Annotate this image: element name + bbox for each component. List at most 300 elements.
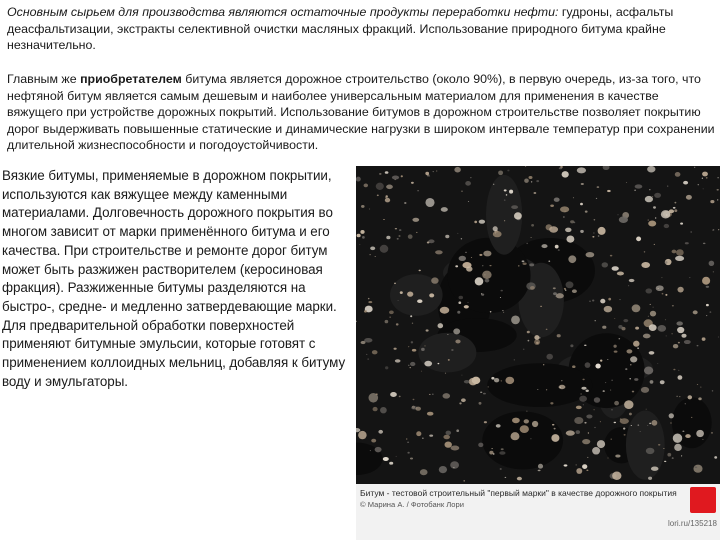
aggregate-stone bbox=[498, 170, 503, 175]
aggregate-stone bbox=[676, 321, 683, 325]
aggregate-stone bbox=[446, 431, 452, 435]
aggregate-stone bbox=[628, 285, 629, 286]
aggregate-stone bbox=[600, 421, 601, 422]
aggregate-stone bbox=[383, 457, 389, 461]
aggregate-stone bbox=[461, 375, 462, 376]
aggregate-stone bbox=[451, 349, 453, 351]
aggregate-stone bbox=[540, 306, 542, 307]
aggregate-stone bbox=[564, 288, 566, 290]
aggregate-stone bbox=[548, 260, 550, 261]
aggregate-stone bbox=[594, 219, 596, 220]
aggregate-stone bbox=[644, 251, 645, 252]
aggregate-stone bbox=[401, 175, 403, 177]
aggregate-stone bbox=[620, 418, 629, 424]
aggregate-stone bbox=[665, 261, 668, 264]
aggregate-stone bbox=[465, 181, 471, 186]
aggregate-stone bbox=[623, 319, 628, 322]
aggregate-stone bbox=[654, 193, 661, 198]
asphalt-patch bbox=[482, 411, 563, 469]
aggregate-stone bbox=[702, 172, 708, 177]
aggregate-stone bbox=[531, 224, 534, 227]
aggregate-stone bbox=[459, 402, 461, 404]
aggregate-stone bbox=[509, 190, 513, 194]
aggregate-stone bbox=[425, 172, 429, 175]
aggregate-stone bbox=[630, 364, 631, 365]
aggregate-stone bbox=[592, 236, 594, 238]
aggregate-stone bbox=[377, 194, 379, 196]
aggregate-stone bbox=[424, 361, 432, 367]
aggregate-stone bbox=[572, 365, 575, 368]
aggregate-stone bbox=[618, 325, 622, 329]
aggregate-stone bbox=[386, 236, 390, 240]
aggregate-stone bbox=[702, 439, 703, 440]
aggregate-stone bbox=[356, 177, 361, 182]
aggregate-stone bbox=[574, 417, 583, 424]
aggregate-stone bbox=[611, 439, 612, 440]
aggregate-stone bbox=[650, 311, 656, 317]
aggregate-stone bbox=[517, 477, 522, 481]
aggregate-stone bbox=[698, 184, 700, 185]
aggregate-stone bbox=[650, 304, 651, 305]
aggregate-stone bbox=[389, 462, 393, 465]
aggregate-stone bbox=[597, 186, 600, 188]
aggregate-stone bbox=[464, 305, 469, 308]
aggregate-stone bbox=[511, 205, 518, 209]
aggregate-stone bbox=[593, 409, 594, 410]
aggregate-stone bbox=[717, 177, 718, 178]
aggregate-stone bbox=[541, 244, 547, 248]
aggregate-stone bbox=[511, 432, 520, 440]
aggregate-stone bbox=[554, 198, 560, 202]
aggregate-stone bbox=[624, 400, 633, 409]
aggregate-stone bbox=[617, 272, 624, 276]
aggregate-stone bbox=[649, 324, 657, 331]
aggregate-stone bbox=[530, 286, 535, 290]
aggregate-stone bbox=[558, 249, 560, 250]
aggregate-stone bbox=[602, 326, 606, 329]
aggregate-stone bbox=[666, 335, 667, 336]
aggregate-stone bbox=[415, 407, 421, 411]
aggregate-stone bbox=[673, 369, 675, 371]
aggregate-stone bbox=[466, 266, 472, 271]
aggregate-stone bbox=[607, 457, 608, 458]
aggregate-stone bbox=[598, 227, 606, 235]
aggregate-stone bbox=[412, 218, 419, 222]
aggregate-stone bbox=[463, 480, 465, 481]
aggregate-stone bbox=[598, 235, 600, 236]
aggregate-stone bbox=[593, 233, 594, 234]
aggregate-stone bbox=[429, 434, 433, 436]
aggregate-stone bbox=[514, 212, 522, 219]
aggregate-stone bbox=[632, 304, 641, 312]
aggregate-stone bbox=[386, 185, 393, 190]
aggregate-stone bbox=[504, 220, 505, 221]
aggregate-stone bbox=[614, 351, 618, 353]
aggregate-stone bbox=[611, 409, 613, 410]
aggregate-stone bbox=[640, 431, 641, 432]
aggregate-stone bbox=[406, 438, 407, 439]
aggregate-stone bbox=[427, 412, 434, 416]
aggregate-stone bbox=[412, 349, 416, 352]
aggregate-stone bbox=[364, 184, 368, 188]
aggregate-stone bbox=[607, 359, 608, 360]
aggregate-stone bbox=[686, 195, 692, 200]
aggregate-stone bbox=[576, 406, 582, 410]
aggregate-stone bbox=[700, 387, 701, 388]
aggregate-stone bbox=[713, 271, 714, 272]
aggregate-stone bbox=[626, 349, 632, 353]
aggregate-stone bbox=[502, 310, 503, 311]
aggregate-stone bbox=[717, 189, 719, 191]
aggregate-stone bbox=[552, 424, 555, 426]
aggregate-stone bbox=[559, 385, 566, 389]
buyers-bold: приобретателем bbox=[80, 72, 182, 86]
aggregate-stone bbox=[697, 345, 699, 347]
aggregate-stone bbox=[714, 456, 717, 459]
aggregate-stone bbox=[550, 402, 553, 404]
aggregate-stone bbox=[448, 359, 450, 361]
aggregate-stone bbox=[412, 323, 413, 324]
aggregate-stone bbox=[667, 186, 668, 187]
aggregate-stone bbox=[361, 341, 366, 344]
aggregate-stone bbox=[685, 403, 686, 404]
aggregate-stone bbox=[411, 182, 414, 184]
aggregate-stone bbox=[718, 337, 719, 338]
aggregate-stone bbox=[671, 333, 672, 334]
aggregate-stone bbox=[380, 407, 387, 413]
aggregate-stone bbox=[429, 394, 431, 395]
photobank-logo-icon bbox=[690, 487, 716, 513]
aggregate-stone bbox=[396, 456, 397, 457]
aggregate-stone bbox=[557, 334, 561, 337]
aggregate-stone bbox=[564, 464, 568, 466]
aggregate-stone bbox=[630, 356, 637, 362]
aggregate-stone bbox=[501, 448, 504, 450]
aggregate-stone bbox=[646, 409, 647, 410]
aggregate-stone bbox=[445, 373, 446, 374]
aggregate-stone bbox=[424, 345, 425, 346]
aggregate-stone bbox=[551, 434, 559, 442]
aggregate-stone bbox=[641, 387, 649, 393]
aggregate-stone bbox=[674, 202, 676, 204]
aggregate-stone bbox=[426, 329, 429, 331]
aggregate-stone bbox=[528, 340, 530, 342]
aggregate-stone bbox=[419, 270, 421, 272]
aggregate-stone bbox=[522, 263, 526, 265]
aggregate-stone bbox=[359, 244, 360, 245]
aggregate-stone bbox=[407, 441, 409, 443]
aggregate-stone bbox=[407, 452, 409, 454]
aggregate-stone bbox=[602, 262, 608, 267]
aggregate-stone bbox=[677, 287, 683, 293]
aggregate-stone bbox=[563, 217, 564, 218]
photobank-watermark-id: lori.ru/135218 bbox=[668, 519, 717, 528]
aggregate-stone bbox=[660, 380, 665, 384]
aggregate-stone bbox=[522, 260, 525, 262]
buyers-after: битума является дорожное строительство (около 90%), в первую очередь, из-за того, что нефтяной битум является самым дешевым и наиболее универсальным материалом для применения в качестве вяжущего при устройстве дорожных покрытий. Использование битумов в дорожном строительстве позволяет покрытию дорог выдерживать повышенные статические и динамические нагрузки в широком интервале температур при сохранении длительной жизнеспособности и погодоустойчивости. bbox=[7, 72, 715, 152]
aggregate-stone bbox=[597, 440, 605, 448]
aggregate-stone bbox=[493, 184, 494, 185]
aggregate-stone bbox=[411, 341, 413, 343]
aggregate-stone bbox=[568, 255, 576, 263]
aggregate-stone bbox=[532, 421, 538, 427]
aggregate-stone bbox=[651, 467, 659, 471]
aggregate-stone bbox=[357, 234, 361, 238]
aggregate-stone bbox=[679, 396, 680, 397]
aggregate-stone bbox=[454, 167, 460, 173]
aggregate-stone bbox=[649, 351, 655, 354]
aggregate-stone bbox=[649, 423, 651, 425]
aggregate-stone bbox=[657, 288, 658, 289]
aggregate-stone bbox=[389, 310, 394, 314]
aggregate-stone bbox=[407, 291, 413, 296]
aggregate-stone bbox=[500, 297, 501, 298]
aggregate-stone bbox=[570, 220, 574, 223]
aggregate-stone bbox=[433, 171, 434, 172]
aggregate-stone bbox=[580, 230, 584, 233]
aggregate-stone bbox=[464, 380, 470, 383]
aggregate-stone bbox=[394, 283, 396, 284]
aggregate-stone bbox=[373, 407, 378, 411]
aggregate-stone bbox=[472, 377, 481, 384]
aggregate-stone bbox=[663, 448, 664, 449]
aggregate-stone bbox=[368, 301, 372, 303]
aggregate-stone bbox=[673, 207, 676, 209]
aggregate-stone bbox=[566, 430, 575, 435]
photo-caption-text: Битум - тестовой строительный "первый марки" в качестве дорожного покрытия bbox=[360, 488, 677, 498]
aggregate-stone bbox=[672, 250, 677, 254]
aggregate-stone bbox=[673, 434, 682, 443]
aggregate-stone bbox=[648, 316, 649, 317]
aggregate-stone bbox=[385, 198, 390, 203]
aggregate-stone bbox=[576, 430, 580, 434]
aggregate-stone bbox=[458, 301, 461, 304]
aggregate-stone bbox=[587, 457, 588, 458]
aggregate-stone bbox=[703, 243, 706, 245]
aggregate-stone bbox=[706, 177, 708, 178]
aggregate-stone bbox=[582, 464, 587, 469]
aggregate-stone bbox=[584, 345, 587, 346]
aggregate-stone bbox=[581, 183, 584, 185]
aggregate-stone bbox=[554, 428, 556, 430]
aggregate-stone bbox=[656, 285, 664, 291]
aggregate-stone bbox=[706, 286, 709, 288]
aggregate-stone bbox=[561, 380, 563, 381]
aggregate-stone bbox=[626, 182, 627, 183]
aggregate-stone bbox=[697, 384, 698, 385]
aggregate-stone bbox=[461, 238, 462, 239]
aggregate-stone bbox=[691, 417, 692, 418]
buyers-before: Главным же bbox=[7, 72, 81, 86]
aggregate-stone bbox=[629, 279, 635, 282]
aggregate-stone bbox=[702, 277, 710, 285]
aggregate-stone bbox=[600, 359, 602, 361]
aggregate-stone bbox=[655, 217, 656, 218]
aggregate-stone bbox=[375, 447, 382, 453]
aggregate-stone bbox=[523, 349, 525, 350]
aggregate-stone bbox=[654, 244, 655, 245]
aggregate-stone bbox=[693, 465, 702, 473]
aggregate-stone bbox=[480, 392, 482, 393]
aggregate-stone bbox=[440, 307, 449, 314]
aggregate-stone bbox=[677, 327, 684, 333]
aggregate-stone bbox=[394, 179, 395, 180]
aggregate-stone bbox=[369, 209, 370, 210]
aggregate-stone bbox=[669, 413, 674, 418]
aggregate-stone bbox=[392, 175, 399, 179]
aggregate-stone bbox=[470, 177, 471, 178]
aggregate-stone bbox=[417, 190, 419, 191]
aggregate-stone bbox=[439, 466, 447, 473]
aggregate-stone bbox=[370, 450, 371, 451]
aggregate-stone bbox=[580, 393, 581, 394]
aggregate-stone bbox=[615, 454, 620, 457]
aggregate-stone bbox=[555, 296, 556, 297]
aggregate-stone bbox=[451, 445, 460, 450]
aggregate-stone bbox=[372, 350, 378, 354]
aggregate-stone bbox=[641, 262, 650, 268]
aggregate-stone bbox=[493, 226, 498, 231]
aggregate-stone bbox=[645, 288, 652, 293]
aggregate-stone bbox=[496, 424, 501, 427]
aggregate-stone bbox=[579, 396, 587, 402]
aggregate-stone bbox=[662, 293, 664, 295]
aggregate-stone bbox=[660, 329, 661, 330]
aggregate-stone bbox=[585, 211, 588, 213]
aggregate-stone bbox=[631, 425, 632, 426]
aggregate-stone bbox=[408, 234, 413, 239]
aggregate-stone bbox=[526, 243, 528, 244]
aggregate-stone bbox=[512, 418, 520, 424]
aggregate-stone bbox=[685, 434, 691, 438]
aggregate-stone bbox=[395, 228, 397, 229]
aggregate-stone bbox=[478, 443, 483, 448]
aggregate-stone bbox=[684, 340, 691, 344]
aggregate-stone bbox=[453, 328, 460, 334]
aggregate-stone bbox=[538, 464, 543, 469]
aggregate-stone bbox=[431, 277, 438, 283]
aggregate-stone bbox=[504, 189, 507, 191]
aggregate-stone bbox=[575, 464, 576, 465]
aggregate-stone bbox=[574, 222, 576, 224]
aggregate-stone bbox=[530, 438, 532, 439]
aggregate-stone bbox=[450, 461, 459, 468]
aggregate-stone bbox=[614, 422, 617, 423]
aggregate-stone bbox=[479, 254, 482, 256]
aggregate-stone bbox=[625, 368, 627, 370]
aggregate-stone bbox=[648, 220, 649, 221]
aggregate-stone bbox=[612, 266, 619, 271]
aggregate-stone bbox=[461, 191, 463, 192]
aggregate-stone bbox=[506, 194, 508, 196]
aggregate-stone bbox=[586, 470, 588, 471]
aggregate-stone bbox=[582, 439, 590, 444]
aggregate-stone bbox=[526, 411, 527, 412]
aggregate-stone bbox=[488, 386, 489, 387]
viscous-bitumen-paragraph: Вязкие битумы, применяемые в дорожном покрытии, используются как вяжущее между каменными материалами. Долговечность дорожного покрытия во многом зависит от марки применённого битума и его качества. При строительстве и ремонте дорог битум может быть разжижен растворителем (керосиновая фракция). Разжиженные битумы разделяются на быстро-, средне- и медленно затвердевающие марки. Для предварительной обработки поверхностей применяют битумные эмульсии, которые готовят с применением коллоидных мельниц, добавляя к битуму воду и эмульгаторы. bbox=[2, 168, 346, 389]
aggregate-stone bbox=[475, 277, 484, 285]
aggregate-stone bbox=[445, 235, 449, 238]
aggregate-stone bbox=[665, 319, 666, 320]
aggregate-stone bbox=[553, 287, 556, 289]
aggregate-stone bbox=[441, 207, 448, 212]
aggregate-stone bbox=[596, 198, 597, 199]
aggregate-stone bbox=[556, 293, 564, 298]
intro-paragraph bbox=[7, 4, 715, 54]
intro-lead: Основным сырьем для производства являются остаточные продукты переработки нефти: bbox=[7, 5, 559, 19]
aggregate-stone bbox=[610, 255, 613, 257]
aggregate-stone bbox=[582, 379, 584, 381]
aggregate-stone bbox=[422, 438, 423, 439]
aggregate-stone bbox=[438, 323, 444, 328]
aggregate-stone bbox=[665, 294, 667, 296]
aggregate-stone bbox=[518, 265, 519, 266]
aggregate-stone bbox=[573, 197, 574, 198]
aggregate-stone bbox=[706, 304, 709, 306]
aggregate-stone bbox=[362, 236, 365, 239]
aggregate-stone bbox=[383, 219, 385, 220]
aggregate-stone bbox=[410, 315, 412, 317]
aggregate-stone bbox=[367, 358, 369, 359]
aggregate-stone bbox=[416, 431, 421, 436]
aggregate-stone bbox=[533, 192, 536, 194]
aggregate-stone bbox=[530, 237, 531, 238]
aggregate-stone bbox=[661, 277, 662, 278]
aggregate-stone bbox=[710, 200, 714, 203]
aggregate-stone bbox=[629, 378, 631, 379]
aggregate-stone bbox=[670, 422, 671, 423]
aggregate-stone bbox=[408, 346, 409, 347]
aggregate-stone bbox=[410, 367, 411, 368]
aggregate-stone bbox=[501, 380, 503, 381]
aggregate-stone bbox=[576, 468, 582, 474]
aggregate-stone bbox=[619, 299, 620, 300]
aggregate-stone bbox=[703, 189, 704, 190]
aggregate-stone bbox=[577, 167, 586, 173]
aggregate-stone bbox=[397, 238, 399, 239]
aggregate-stone bbox=[712, 390, 714, 391]
aggregate-stone bbox=[580, 203, 583, 206]
aggregate-stone bbox=[603, 390, 605, 391]
aggregate-stone bbox=[385, 195, 387, 197]
aggregate-stone bbox=[594, 397, 600, 403]
aggregate-stone bbox=[646, 448, 655, 454]
aggregate-stone bbox=[653, 206, 656, 208]
aggregate-stone bbox=[710, 311, 712, 313]
aggregate-stone bbox=[491, 377, 494, 380]
aggregate-stone bbox=[613, 345, 616, 348]
aggregate-stone bbox=[410, 458, 413, 460]
aggregate-stone bbox=[366, 354, 368, 355]
aggregate-stone bbox=[376, 393, 378, 394]
aggregate-stone bbox=[479, 220, 485, 224]
aggregate-stone bbox=[370, 246, 375, 250]
aggregate-stone bbox=[658, 444, 660, 446]
aggregate-stone bbox=[465, 252, 467, 253]
aggregate-stone bbox=[595, 363, 600, 368]
aggregate-stone bbox=[396, 323, 399, 325]
aggregate-stone bbox=[459, 296, 464, 300]
aggregate-stone bbox=[678, 370, 679, 371]
aggregate-stone bbox=[652, 196, 653, 197]
aggregate-stone bbox=[680, 223, 683, 225]
aggregate-stone bbox=[638, 424, 640, 425]
aggregate-stone bbox=[683, 181, 688, 185]
aggregate-stone bbox=[682, 431, 684, 432]
aggregate-stone bbox=[385, 171, 389, 174]
aggregate-stone bbox=[559, 167, 562, 169]
aggregate-stone bbox=[438, 363, 440, 364]
